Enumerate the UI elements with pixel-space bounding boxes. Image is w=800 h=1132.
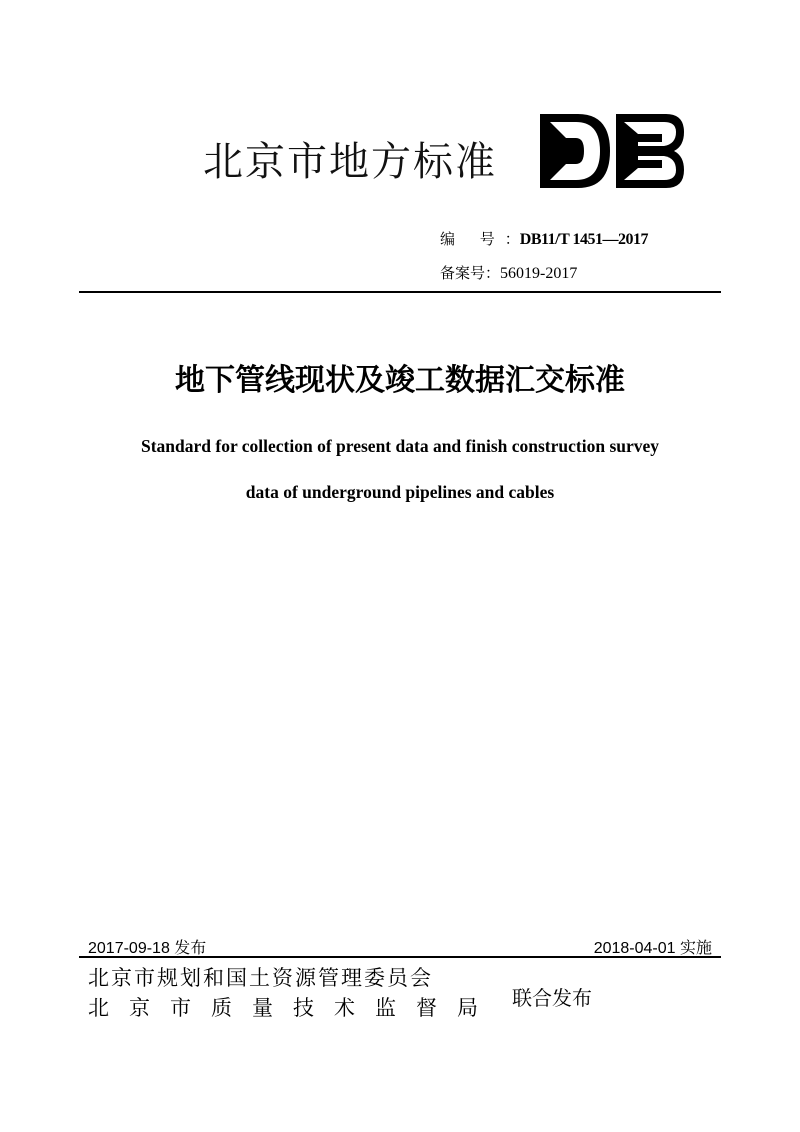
standard-code-label: 编 号 (440, 230, 505, 248)
bottom-divider (79, 956, 721, 958)
record-number-label: 备案号： (440, 264, 501, 282)
english-title-line2: data of underground pipelines and cables (245, 482, 555, 502)
db-logo (538, 112, 686, 190)
chinese-title: 地下管线现状及竣工数据汇交标准 (175, 363, 625, 398)
standard-code-value: DB11/T 1451—2017 (519, 231, 648, 248)
standard-code-colon: ： (504, 230, 520, 248)
english-title-line1: Standard for collection of present data and finish construction survey (140, 436, 660, 456)
local-standard-heading: 北京市地方标准 (203, 139, 497, 185)
standard-code-line (440, 228, 648, 249)
record-number-line (440, 262, 577, 283)
top-divider (79, 291, 721, 293)
record-number-value: 56019-2017 (500, 265, 578, 282)
effective-date: 2018-04-01 实施 (593, 940, 712, 957)
issuer-planning-commission: 北京市规划和国土资源管理委员会 (88, 966, 433, 990)
issuer-quality-bureau: 北京市质量技术监督局 (88, 996, 498, 1020)
joint-release-label: 联合发布 (512, 986, 592, 1010)
release-date: 2017-09-18 发布 (88, 940, 207, 957)
